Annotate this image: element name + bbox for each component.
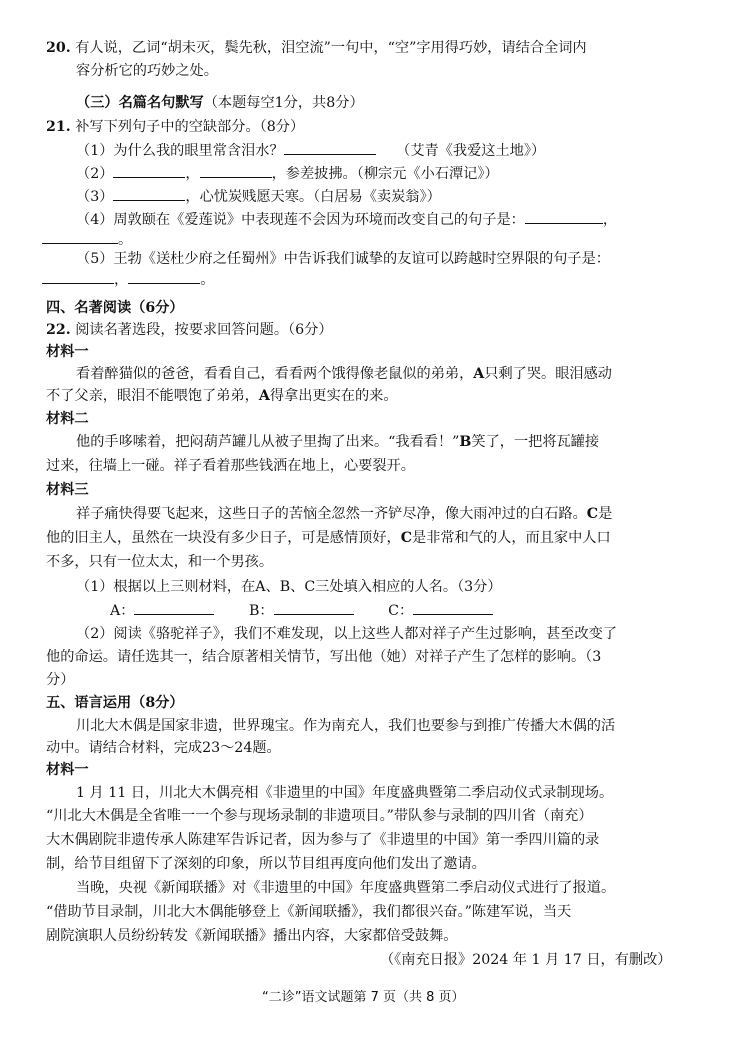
q22-subquestion-2-line1: （2）阅读《骆驼祥子》，我们不难发现，以上这些人都对祥子产生过影响，甚至改变了 bbox=[76, 626, 618, 642]
question-20-line1 bbox=[46, 38, 587, 58]
answer-blank[interactable] bbox=[113, 186, 185, 201]
item-text: （1）为什么我的眼里常含泪水？ bbox=[76, 143, 284, 159]
item-text: 。 bbox=[118, 232, 133, 248]
answer-label-b: B： bbox=[248, 603, 274, 619]
question-text: 阅读名著选段，按要求回答问题。（6分） bbox=[75, 322, 333, 338]
material-1-line1 bbox=[76, 364, 612, 384]
item-text: ， bbox=[114, 272, 129, 288]
material-text: 他的手哆嗦着，把闷葫芦罐儿从被子里掏了出来。“我看看！” bbox=[76, 434, 460, 450]
article-source: （《南充日报》2024 年 1 月 17 日，有删改） bbox=[380, 952, 672, 968]
section-3-heading bbox=[76, 93, 364, 113]
question-21-stem bbox=[46, 117, 304, 137]
item-text: ，心忧炭贱愿天寒。（白居易《卖炭翁》） bbox=[185, 189, 441, 205]
answer-blank-a[interactable] bbox=[134, 600, 214, 615]
answer-blank-b[interactable] bbox=[274, 600, 354, 615]
q21-item-5 bbox=[76, 249, 610, 269]
section-5-heading: 五、语言运用（8分） bbox=[46, 695, 184, 711]
material-3-title: 材料三 bbox=[46, 482, 89, 498]
item-text: ，参差披拂。（柳宗元《小石潭记》） bbox=[271, 166, 499, 182]
material-3-line1 bbox=[76, 504, 612, 524]
question-number: 22. bbox=[46, 322, 71, 338]
item-source: （艾青《我爱这土地》） bbox=[396, 143, 546, 159]
item-text: ， bbox=[185, 166, 200, 182]
question-text: 补写下列句子中的空缺部分。（8分） bbox=[75, 119, 305, 135]
material-text: 只剩了哭。眼泪感动 bbox=[484, 366, 612, 382]
q21-item-3 bbox=[76, 186, 441, 207]
article-line-3: 大木偶剧院非遗传承人陈建军告诉记者，因为参与了《非遗里的中国》第一季四川篇的录 bbox=[46, 832, 600, 848]
answer-label-c: C： bbox=[388, 603, 414, 619]
section-4-heading: 四、名著阅读（6分） bbox=[46, 300, 184, 316]
q22-subquestion-2-line2: 他的命运。请任选其一，结合原著相关情节，写出他（她）对祥子产生了怎样的影响。（3 bbox=[46, 649, 602, 665]
q21-item-4-cont bbox=[42, 229, 132, 250]
section-5-intro-line1: 川北大木偶是国家非遗，世界瑰宝。作为南充人，我们也要参与到推广传播大木偶的活 bbox=[76, 718, 616, 734]
placeholder-letter: C bbox=[400, 530, 412, 546]
q22-subquestion-2-line3: 分） bbox=[46, 672, 75, 688]
material-1-title: 材料一 bbox=[46, 344, 89, 360]
section-title: （三）名篇名句默写 bbox=[76, 95, 204, 111]
item-number: （2） bbox=[76, 166, 114, 182]
placeholder-letter: A bbox=[473, 366, 485, 382]
material-1-line2 bbox=[46, 386, 398, 406]
q21-item-4 bbox=[76, 209, 617, 230]
q21-item-1 bbox=[76, 140, 545, 161]
answer-blank[interactable] bbox=[525, 209, 603, 224]
question-number: 21. bbox=[46, 119, 71, 135]
material-text: 笑了，一把将瓦罐接 bbox=[471, 434, 600, 450]
answer-label-a: A： bbox=[110, 603, 135, 619]
item-text: 。 bbox=[200, 272, 215, 288]
item-text: （4）周敦颐在《爱莲说》中表现莲不会因为环境而改变自己的句子是： bbox=[76, 212, 525, 228]
page-footer: “二诊”语文试题第 7 页（共 8 页） bbox=[262, 990, 465, 1005]
answer-blank[interactable] bbox=[42, 269, 114, 284]
q21-item-5-cont bbox=[42, 269, 214, 290]
material-text: 得拿出更实在的来。 bbox=[269, 388, 398, 404]
answer-blank-c[interactable] bbox=[413, 600, 493, 615]
material-2-line2: 过来，往墙上一碰。祥子看着那些钱洒在地上，心要裂开。 bbox=[46, 458, 415, 474]
answer-blank[interactable] bbox=[113, 163, 185, 178]
section-note: （本题每空1分，共8分） bbox=[203, 95, 364, 111]
question-number: 20. bbox=[46, 40, 71, 56]
placeholder-letter: C bbox=[586, 506, 599, 522]
material-text: 不了父亲，眼泪不能喂饱了弟弟， bbox=[46, 388, 259, 404]
article-line-6: “借助节目录制，川北大木偶能够登上《新闻联播》，我们都很兴奋。”陈建军说，当天 bbox=[46, 904, 572, 920]
material-text: 他的旧主人，虽然在一块没有多少日子，可是感情顶好， bbox=[46, 530, 401, 546]
material-2-title: 材料二 bbox=[46, 411, 89, 427]
answer-blank[interactable] bbox=[284, 140, 376, 155]
placeholder-letter: A bbox=[258, 388, 270, 404]
placeholder-letter: B bbox=[459, 434, 472, 450]
question-text: 有人说，乙词“胡未灭，鬓先秋，泪空流”一句中，“空”字用得巧妙，请结合全词内 bbox=[75, 40, 587, 56]
material-2-line1 bbox=[76, 432, 599, 452]
material-text: 是 bbox=[598, 506, 613, 522]
answer-blank[interactable] bbox=[42, 229, 118, 244]
article-line-2: “川北大木偶是全省唯一一个参与现场录制的非遗项目。”带队参与录制的四川省（南充） bbox=[46, 808, 593, 824]
item-text: ， bbox=[602, 212, 618, 228]
question-22-stem bbox=[46, 320, 333, 340]
answer-blank[interactable] bbox=[200, 163, 272, 178]
answer-blank[interactable] bbox=[128, 269, 200, 284]
question-20-line2: 容分析它的巧妙之处。 bbox=[76, 63, 218, 79]
item-text: （5）王勃《送杜少府之任蜀州》中告诉我们诚挚的友谊可以跨越时空界限的句子是： bbox=[76, 251, 610, 267]
article-line-5: 当晚，央视《新闻联播》对《非遗里的中国》年度盛典暨第二季启动仪式进行了报道。 bbox=[76, 880, 616, 896]
item-number: （3） bbox=[76, 189, 114, 205]
material-text: 是非常和气的人，而且家中人口 bbox=[412, 530, 611, 546]
material-3-line3: 不多，只有一位太太，和一个男孩。 bbox=[46, 554, 274, 570]
q22-answer-row bbox=[110, 600, 493, 621]
material-text: 祥子痛快得要飞起来，这些日子的苦恼全忽然一齐铲尽净，像大雨冲过的白石路。 bbox=[76, 506, 587, 522]
section-5-material-1-title: 材料一 bbox=[46, 762, 89, 778]
q22-subquestion-1: （1）根据以上三则材料，在A、B、C三处填入相应的人名。（3分） bbox=[76, 579, 502, 595]
article-line-4: 制，给节目组留下了深刻的印象，所以节目组再度向他们发出了邀请。 bbox=[46, 856, 486, 872]
article-line-1: 1 月 11 日，川北大木偶亮相《非遗里的中国》年度盛典暨第二季启动仪式录制现场。 bbox=[76, 785, 614, 801]
section-5-intro-line2: 动中。请结合材料，完成23～24题。 bbox=[46, 740, 281, 756]
q21-item-2 bbox=[76, 163, 499, 184]
material-text: 看着醉猫似的爸爸，看看自己，看看两个饿得像老鼠似的弟弟， bbox=[76, 366, 474, 382]
article-line-7: 剧院演职人员纷纷转发《新闻联播》播出内容，大家都倍受鼓舞。 bbox=[46, 928, 458, 944]
material-3-line2 bbox=[46, 528, 611, 548]
